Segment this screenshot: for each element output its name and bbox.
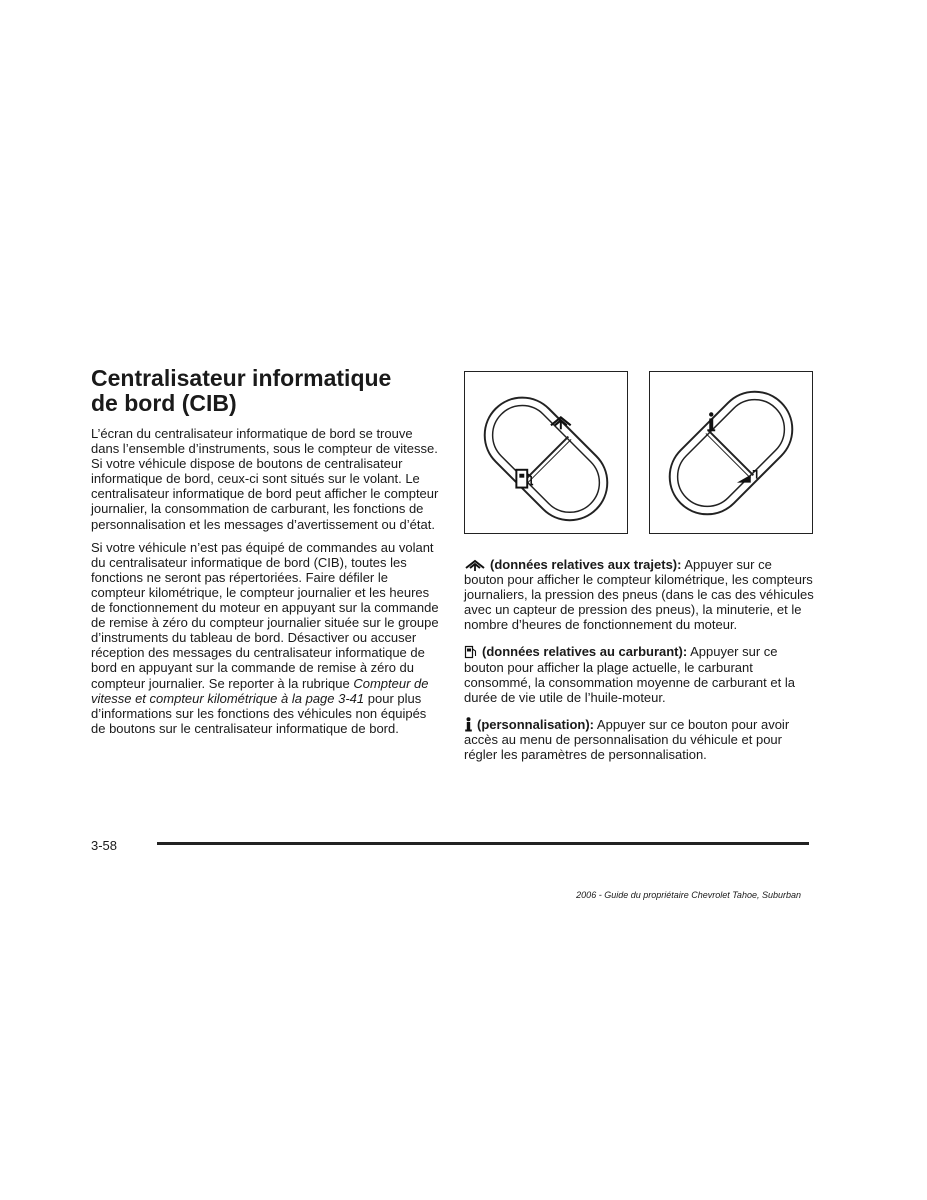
fuel-button-text: Appuyer sur ce bouton pour afficher la plage actuelle, le carburant consommé, la consommation moyenne de carburant et la durée de vie utile de l’huile-moteur. bbox=[464, 644, 795, 705]
figure-trip-fuel-buttons bbox=[464, 371, 628, 534]
left-column bbox=[91, 426, 441, 744]
controls-paragraph-text: Si votre véhicule n’est pas équipé de commandes au volant du centralisateur informatique de bord (CIB), toutes les fonctions ne seront pas répertoriées. Faire défiler le compteur kilométrique, le compteur journalier et les heures de fonctionnement du moteur en appuyant sur la commande de remise à zéro du compteur journalier située sur le groupe d’instruments du tableau de bord. Désactiver ou accuser réception des messages du centralisateur informatique de bord en appuyant sur la commande de remise à zéro du compteur journalier. Se reporter à la rubrique bbox=[91, 539, 439, 691]
footer-rule bbox=[157, 842, 809, 845]
fuel-icon bbox=[464, 645, 478, 659]
controls-paragraph bbox=[91, 540, 441, 736]
personalization-button-text: Appuyer sur ce bouton pour avoir accès au menu de personnalisation du véhicule et pour régler les paramètres de personnalisation. bbox=[464, 716, 790, 763]
trip-button-label: (données relatives aux trajets): bbox=[490, 557, 682, 572]
page-number: 3-58 bbox=[91, 838, 118, 853]
trip-button-text: Appuyer sur ce bouton pour afficher le compteur kilométrique, les compteurs journaliers, la pression des pneus (dans le cas des véhicules avec un capteur de pression des pneus), la minuterie, et le nombre d’heures de fonctionnement du moteur. bbox=[464, 557, 814, 633]
info-set-buttons-illustration bbox=[650, 372, 812, 533]
fuel-button-description bbox=[464, 644, 814, 704]
personalization-button-description bbox=[464, 717, 814, 762]
section-title-line2: de bord (CIB) bbox=[91, 390, 237, 416]
trip-fuel-buttons-illustration bbox=[465, 372, 627, 533]
info-icon bbox=[464, 717, 473, 732]
speedometer-reference: Compteur de vitesse et compteur kilométrique à la page 3-41 bbox=[91, 675, 429, 706]
trip-button-description bbox=[464, 557, 814, 632]
figure-info-set-buttons bbox=[649, 371, 813, 534]
section-title bbox=[91, 366, 451, 416]
trip-icon bbox=[464, 558, 486, 572]
personalization-button-label: (personnalisation): bbox=[477, 716, 595, 732]
right-column bbox=[464, 557, 814, 774]
section-title-line1: Centralisateur informatique bbox=[91, 365, 392, 391]
guide-title-footer: 2006 - Guide du propriétaire Chevrolet Tahoe, Suburban bbox=[576, 890, 801, 900]
fuel-button-label: (données relatives au carburant): bbox=[482, 644, 688, 660]
controls-paragraph-tail: pour plus d’informations sur les fonctions des véhicules non équipés de boutons sur le centralisateur informatique de bord. bbox=[91, 690, 427, 736]
intro-paragraph: L’écran du centralisateur informatique de bord se trouve dans l’ensemble d’instruments, sous le compteur de vitesse. Si votre véhicule dispose de boutons de centralisateur informatique de bord, ceux-ci sont situés sur le volant. Le centralisateur informatique de bord peut afficher le compteur journalier, la consommation de carburant, les fonctions de personnalisation et les messages d’avertissement ou d’état. bbox=[91, 426, 439, 532]
